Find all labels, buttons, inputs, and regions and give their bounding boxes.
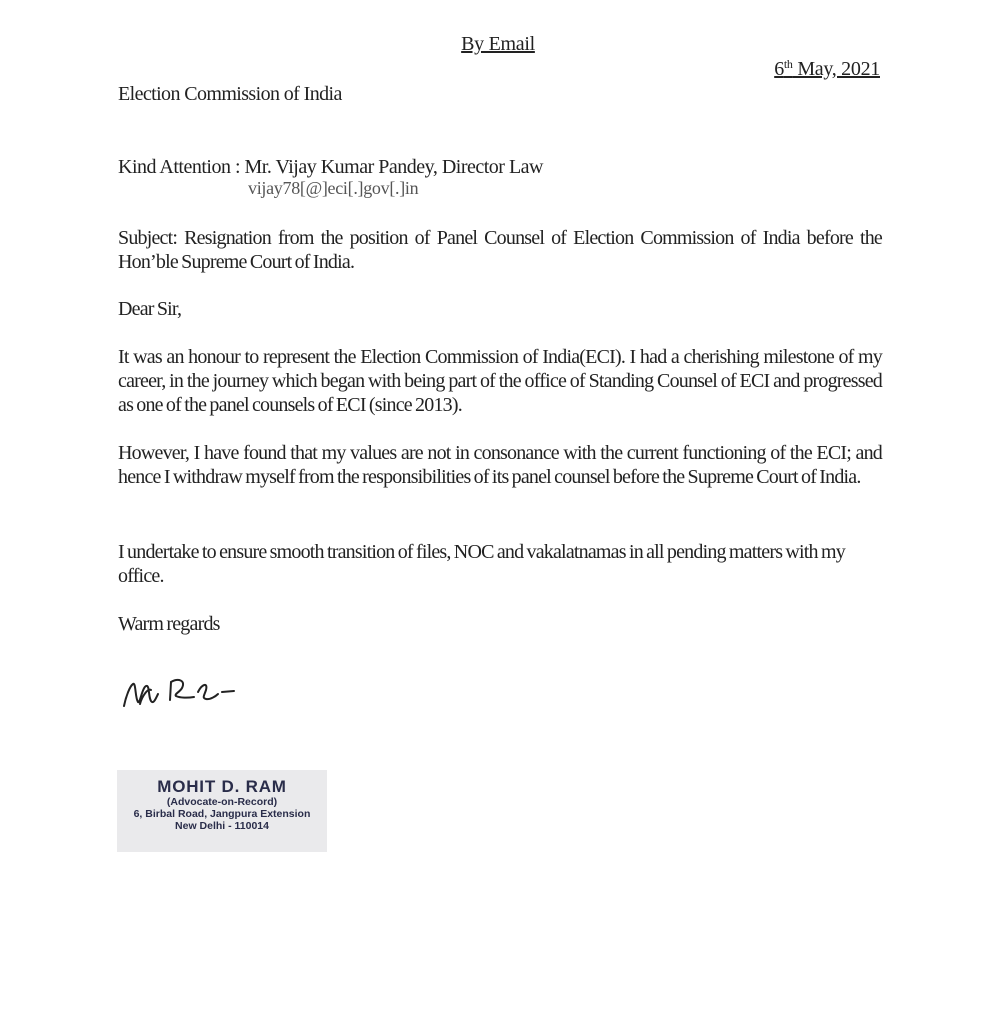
letter-date [774, 58, 880, 81]
subject-line: Subject: Resignation from the position of Panel Counsel of Election Commission of India before the Hon’ble Supreme Court of India. [118, 227, 882, 273]
delivery-mode-heading: By Email [461, 33, 535, 55]
signature [118, 668, 248, 718]
stamp-title: (Advocate-on-Record) [166, 796, 278, 808]
salutation: Dear Sir, [118, 298, 182, 320]
stamp-address-line1: 6, Birbal Road, Jangpura Extension [133, 808, 311, 820]
signature-stroke-r [170, 680, 194, 700]
signature-stroke-m [124, 684, 158, 706]
date-month-year: May, 2021 [792, 58, 880, 80]
body-paragraph: It was an honour to represent the Election Commission of India(ECI). I had a cherishing milestone of my career, in the journey which began with being part of the office of Standing Counsel of ECI and progressed as one of the panel counsels of ECI (since 2013). [118, 346, 882, 416]
kind-attention-line: Kind Attention : Mr. Vijay Kumar Pandey, Director Law [118, 156, 543, 178]
advocate-stamp [117, 770, 327, 852]
signature-stroke-tail [198, 685, 234, 699]
date-day: 6 [774, 58, 784, 80]
stamp-name: MOHIT D. RAM [157, 777, 287, 796]
body-paragraph: I undertake to ensure smooth transition of files, NOC and vakalatnamas in all pending matters with my office. [118, 541, 845, 587]
body-paragraph: However, I have found that my values are not in consonance with the current functioning of the ECI; and hence I withdraw myself from the responsibilities of its panel counsel before the Supreme Court of India. [118, 442, 882, 488]
stamp-address-line2: New Delhi - 110014 [175, 820, 269, 832]
date-suffix: th [783, 57, 793, 71]
closing: Warm regards [118, 613, 220, 635]
addressee: Election Commission of India [118, 83, 342, 105]
attention-email: vijay78[@]eci[.]gov[.]in [248, 178, 419, 198]
